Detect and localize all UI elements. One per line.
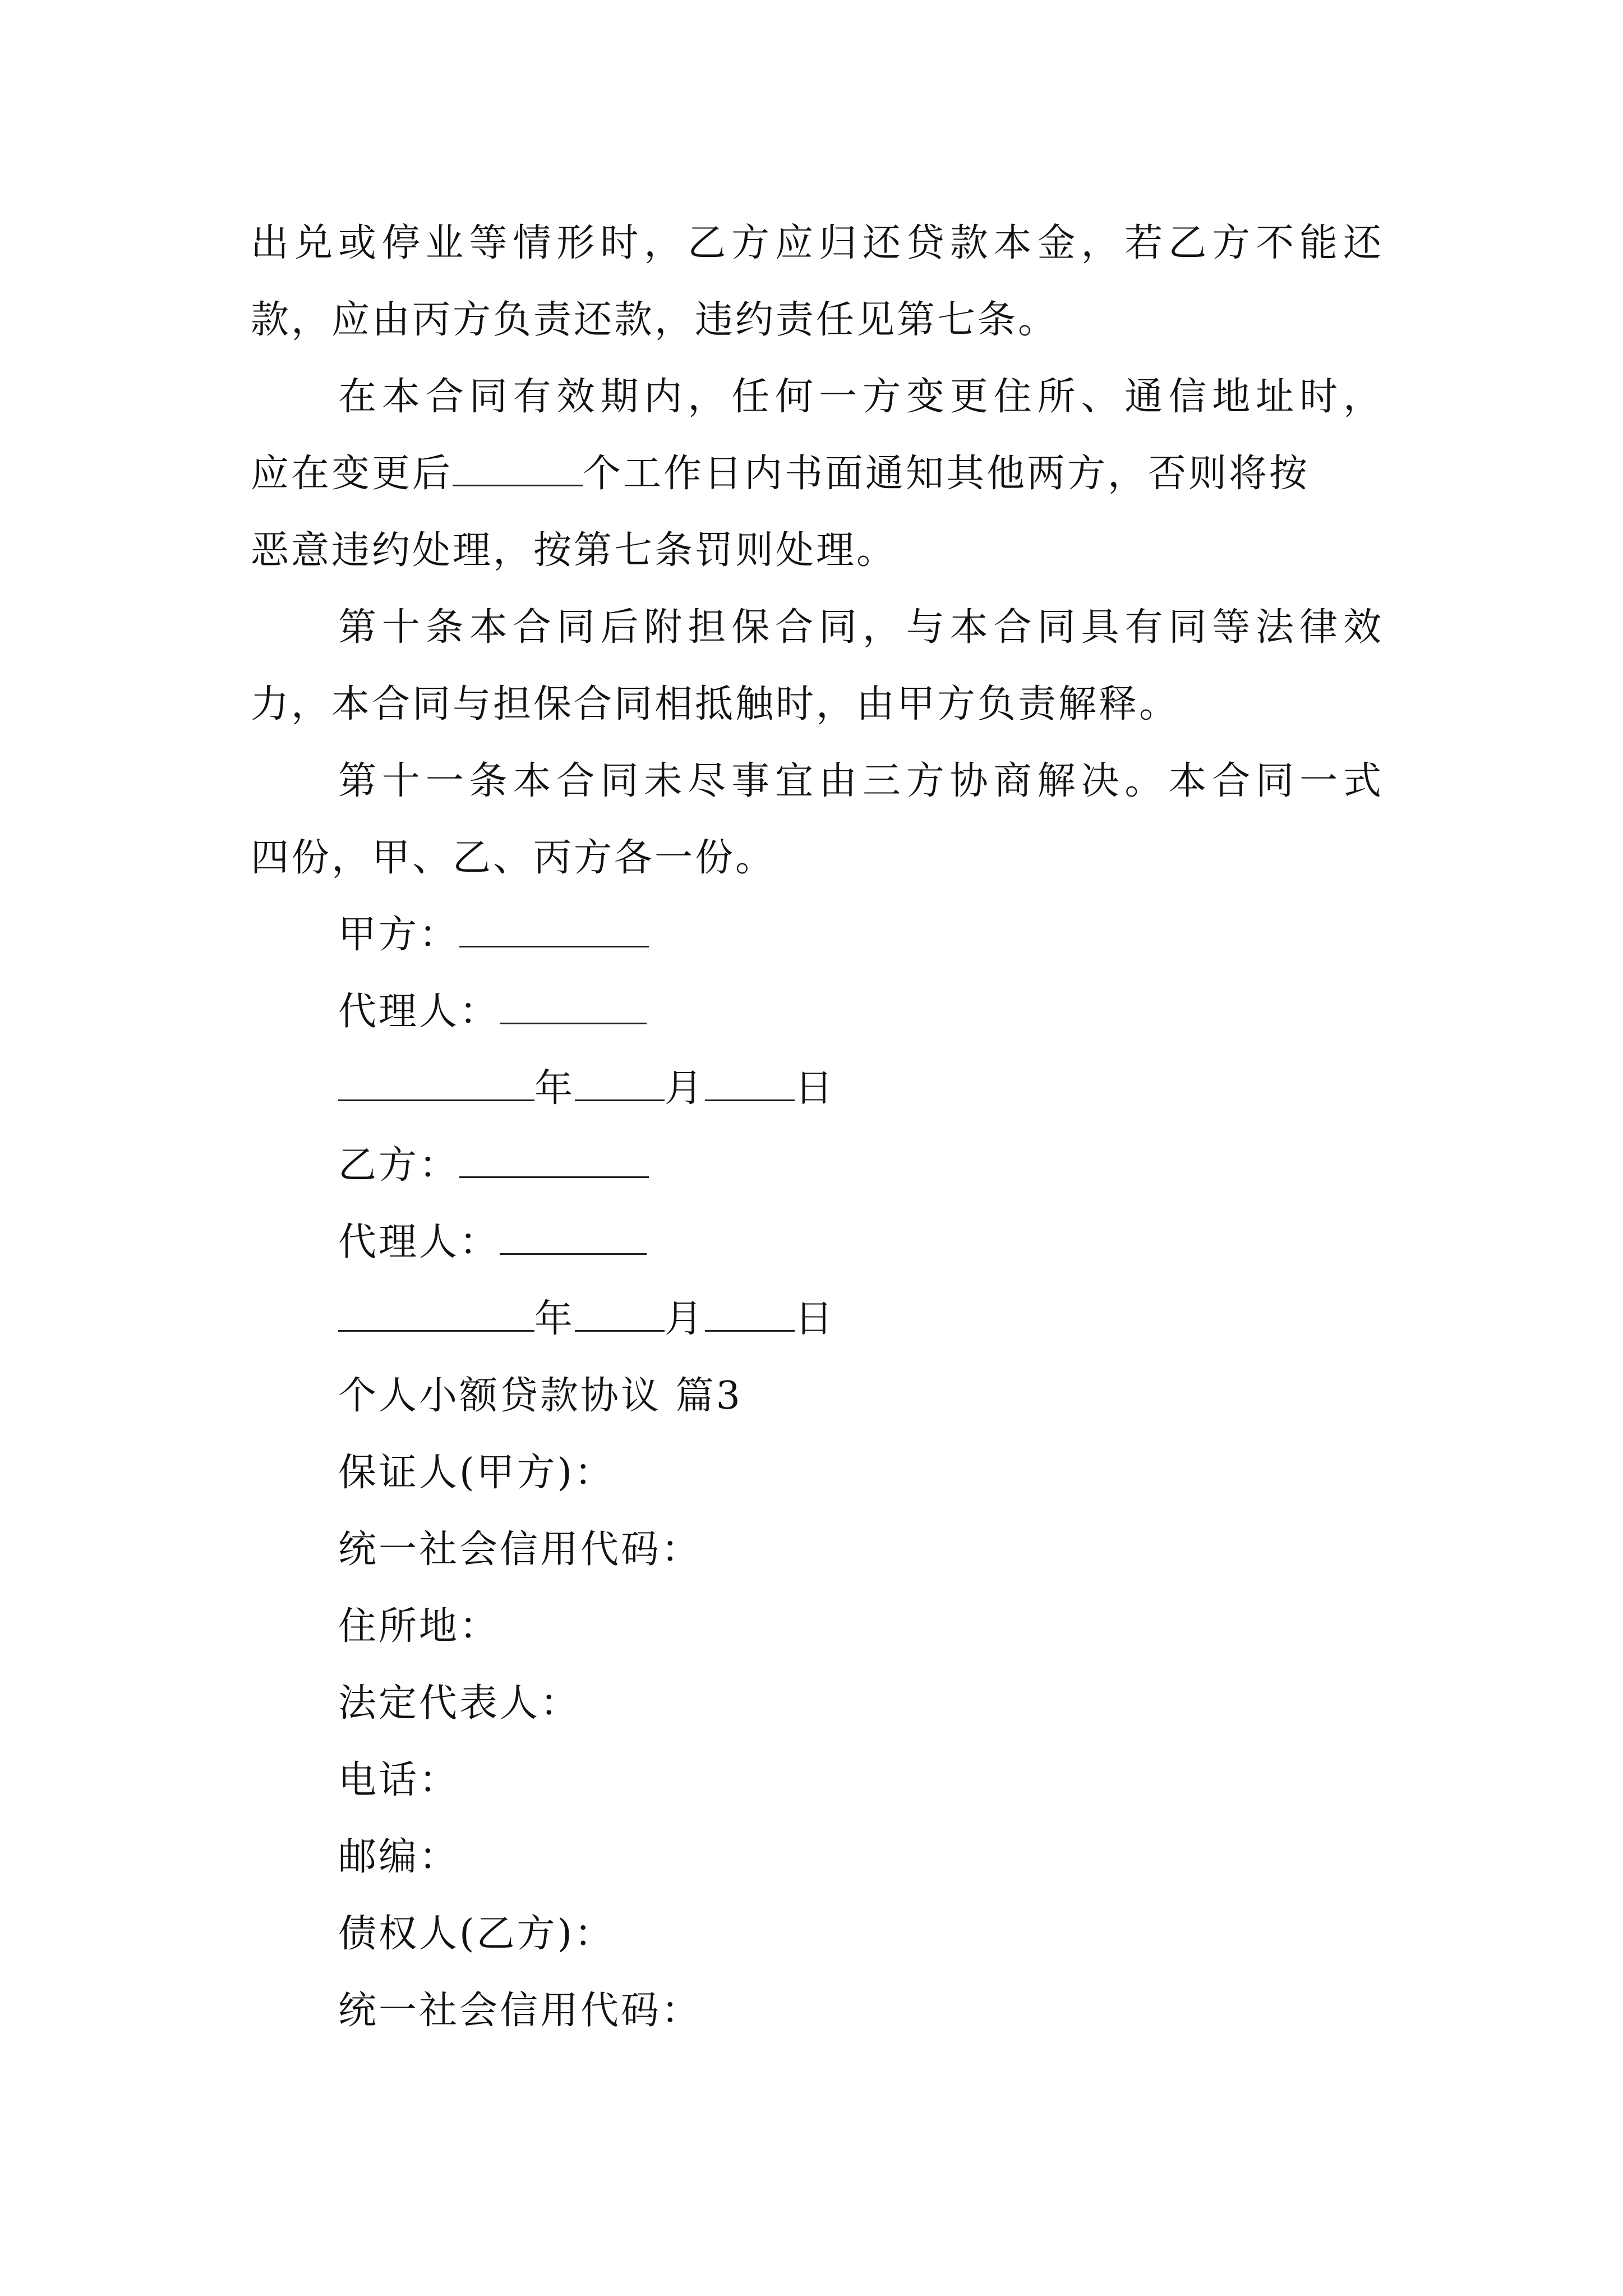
- paragraph-line: 出兑或停业等情形时，乙方应归还贷款本金，若乙方不能还: [251, 221, 1384, 265]
- signature-date-a: [251, 1050, 1384, 1127]
- year-label: 年: [534, 1066, 575, 1111]
- field-label: 电话：: [338, 1758, 460, 1802]
- month-label: 月: [665, 1066, 706, 1111]
- section-title: 个人小额贷款协议 篇3: [338, 1374, 743, 1418]
- blank-underline: [338, 1068, 534, 1101]
- paragraph-line: [251, 435, 1384, 512]
- signature-agent-b: [251, 1204, 1384, 1281]
- paragraph-line: 款，应由丙方负责还款，违约责任见第七条。: [251, 298, 1059, 342]
- field-label: 统一社会信用代码：: [338, 1989, 702, 2033]
- field-label: 邮编：: [338, 1835, 460, 1879]
- text-fragment: 应在变更后: [251, 452, 453, 496]
- signature-party-a: [251, 896, 1384, 973]
- blank-underline: [705, 1068, 795, 1101]
- signature-agent-a: [251, 973, 1384, 1050]
- signature-date-b: [251, 1281, 1384, 1358]
- paragraph-line: 在本合同有效期内，任何一方变更住所、通信地址时，: [338, 375, 1384, 419]
- paragraph-line: 四份，甲、乙、丙方各一份。: [251, 836, 776, 880]
- field-label: 债权人(乙方)：: [338, 1912, 615, 1956]
- blank-underline: [338, 1299, 534, 1332]
- agent-a-label: 代理人：: [338, 990, 500, 1034]
- year-label: 年: [534, 1297, 575, 1341]
- blank-underline: [500, 1222, 647, 1255]
- field-label: 住所地：: [338, 1604, 500, 1649]
- blank-underline: [453, 453, 583, 486]
- document-body: [251, 205, 1384, 2049]
- paragraph-line: 恶意违约处理，按第七条罚则处理。: [251, 528, 897, 573]
- blank-underline: [705, 1299, 795, 1332]
- blank-underline: [500, 991, 647, 1024]
- blank-underline: [575, 1068, 665, 1101]
- blank-underline: [575, 1299, 665, 1332]
- text-fragment: 个工作日内书面通知其他两方，否则将按: [583, 452, 1310, 496]
- day-label: 日: [795, 1297, 836, 1341]
- agent-b-label: 代理人：: [338, 1220, 500, 1264]
- field-label: 法定代表人：: [338, 1681, 581, 1726]
- party-a-label: 甲方：: [338, 913, 460, 957]
- blank-underline: [459, 914, 649, 947]
- month-label: 月: [665, 1297, 706, 1341]
- field-label: 统一社会信用代码：: [338, 1527, 702, 1572]
- paragraph-line: 第十条本合同后附担保合同，与本合同具有同等法律效: [338, 605, 1384, 650]
- party-b-label: 乙方：: [338, 1143, 460, 1188]
- field-label: 保证人(甲方)：: [338, 1451, 615, 1495]
- signature-party-b: [251, 1127, 1384, 1204]
- paragraph-line: 第十一条本合同未尽事宜由三方协商解决。本合同一式: [338, 759, 1384, 803]
- blank-underline: [459, 1145, 649, 1178]
- day-label: 日: [795, 1066, 836, 1111]
- paragraph-line: 力，本合同与担保合同相抵触时，由甲方负责解释。: [251, 682, 1180, 726]
